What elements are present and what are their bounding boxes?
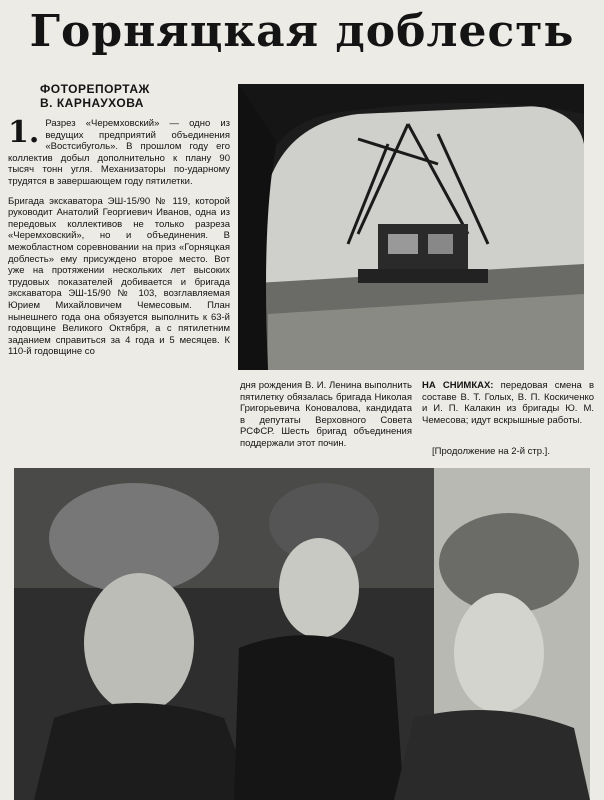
- byline-author: В. КАРНАУХОВА: [40, 96, 144, 110]
- photo-caption: [422, 380, 594, 426]
- byline-label: ФОТОРЕПОРТАЖ: [40, 82, 150, 96]
- article-body-middle: [240, 380, 412, 450]
- byline: [40, 82, 150, 110]
- caption-title: НА СНИМКАХ:: [422, 380, 494, 391]
- headline: Горняцкая доблесть: [29, 6, 575, 57]
- paragraph-2: Бригада экскаватора ЭШ-15/90 № 119, которой руководит Анатолий Георгиевич Иванов, одна из передовых коллективов не только разреза «Черемховский», но и объединения. В межобластном соревновании на приз «Горняцкая доблесть» ему присуждено второе место. Вот уже на протяжении нескольких лет высоких трудовых показателей добивается и бригада экскаватора ЭШ-15/90 № 103, возглавляемая Юрием Михайловичем Чемесовым. План нынешнего года она обязуется выполнить к 63-й годовщине Великого Октября, а с пятилетним заданием справиться за 4 года и 5 месяцев. К 110-й годовщине со: [8, 195, 230, 358]
- excavator-photo: [238, 84, 584, 370]
- paragraph-3: дня рождения В. И. Ленина выполнить пятилетку обязалась бригада Николая Григорьевича Коновалова, кандидата в депутаты Верховного Совета РСФСР. Шесть бригад объединения поддержали этот почин.: [240, 380, 412, 449]
- article-body-left: [8, 115, 230, 366]
- dropcap: 1.: [8, 115, 40, 150]
- continued-note: [Продолжение на 2-й стр.].: [432, 446, 550, 457]
- miners-photo: [14, 468, 590, 800]
- paragraph-1: Разрез «Черемховский» — одно из ведущих предприятий объединения «Востсибуголь». В прошлом году его коллектив добыл дополнительно к плану 90 тысяч тонн угля. Механизаторы по-ударному трудятся в завершающем году пятилетки.: [8, 118, 230, 187]
- caption-text: передовая смена в составе В. Т. Голых, В. П. Коскиченко и И. П. Калакин из бригады Ю. М. Чемесова; идут вскрышные работы.: [422, 380, 595, 426]
